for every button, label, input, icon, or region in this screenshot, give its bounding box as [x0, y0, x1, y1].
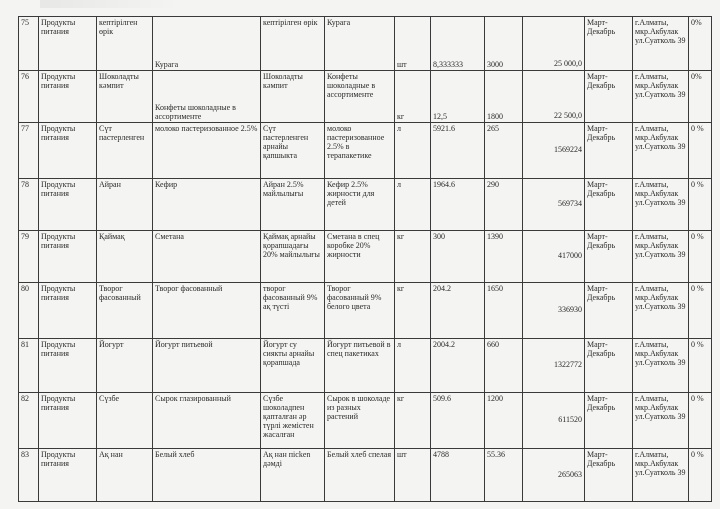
name-ru-cell: Кефир: [153, 179, 261, 231]
row-number: 79: [19, 230, 39, 282]
quantity-cell: 12,5: [431, 71, 485, 123]
quantity-cell: 1964.6: [431, 179, 485, 231]
spec-ru-cell: Курага: [325, 17, 395, 71]
advance-percent-cell: 0 %: [689, 338, 712, 392]
unit-cell: шт: [395, 449, 431, 502]
spec-kz-cell: Сүзбе шоколадпен қапталған әр түрлі жемістен жасалған: [261, 392, 325, 448]
spec-ru-cell: Сырок в шоколаде из разных растений: [325, 392, 395, 448]
price-cell: 3000: [485, 17, 523, 71]
category-cell: Продукты питания: [39, 71, 97, 123]
advance-percent-cell: 0 %: [689, 392, 712, 448]
category-cell: Продукты питания: [39, 392, 97, 448]
amount-cell: 336930: [523, 282, 585, 338]
delivery-place-cell: г.Алматы, мкр.Акбулак ул.Суатколь 39: [633, 122, 689, 178]
quantity-cell: 4788: [431, 449, 485, 502]
row-number: 75: [19, 17, 39, 71]
table-row: [19, 71, 712, 123]
table-row: [19, 17, 712, 71]
name-ru-cell: Сырок глазированный: [153, 392, 261, 448]
category-cell: Продукты питания: [39, 17, 97, 71]
unit-cell: кг: [395, 392, 431, 448]
advance-percent-cell: 0 %: [689, 122, 712, 178]
row-number: 81: [19, 338, 39, 392]
row-number: 82: [19, 392, 39, 448]
price-cell: 55.36: [485, 449, 523, 502]
delivery-place-cell: г.Алматы, мкр.Акбулак ул.Суатколь 39: [633, 338, 689, 392]
amount-cell: 569734: [523, 179, 585, 231]
table-row: [19, 449, 712, 502]
advance-percent-cell: 0 %: [689, 230, 712, 282]
amount-cell: 611520: [523, 392, 585, 448]
unit-cell: л: [395, 122, 431, 178]
price-cell: 1800: [485, 71, 523, 123]
unit-cell: кг: [395, 282, 431, 338]
spec-kz-cell: Ақ нан пісken дәмді: [261, 449, 325, 502]
category-cell: Продукты питания: [39, 449, 97, 502]
delivery-place-cell: г.Алматы, мкр.Акбулак ул.Суатколь 39: [633, 17, 689, 71]
unit-cell: шт: [395, 17, 431, 71]
amount-cell: 265063: [523, 449, 585, 502]
period-cell: Март-Декабрь: [585, 230, 633, 282]
delivery-place-cell: г.Алматы, мкр.Акбулак ул.Суатколь 39: [633, 230, 689, 282]
spec-kz-cell: Айран 2.5% майлылығы: [261, 179, 325, 231]
spec-ru-cell: Творог фасованный 9% белого цвета: [325, 282, 395, 338]
spec-kz-cell: Йогурт су сиякты арнайы қорапшада: [261, 338, 325, 392]
row-number: 78: [19, 179, 39, 231]
amount-cell: 22 500,0: [523, 71, 585, 123]
name-ru-cell: молоко пастеризованное 2.5%: [153, 122, 261, 178]
table-row: [19, 230, 712, 282]
spec-ru-cell: Йогурт питьевой в спец пакетиках: [325, 338, 395, 392]
name-kz-cell: Шоколадты кәмпит: [97, 71, 153, 123]
category-cell: Продукты питания: [39, 282, 97, 338]
period-cell: Март-Декабрь: [585, 282, 633, 338]
advance-percent-cell: 0%: [689, 71, 712, 123]
spec-kz-cell: творог фасованный 9% ақ түсті: [261, 282, 325, 338]
advance-percent-cell: 0 %: [689, 449, 712, 502]
name-ru-cell: Конфеты шоколадные в ассортименте: [153, 71, 261, 123]
unit-cell: л: [395, 179, 431, 231]
price-cell: 265: [485, 122, 523, 178]
row-number: 80: [19, 282, 39, 338]
name-kz-cell: Қаймақ: [97, 230, 153, 282]
table-row: [19, 122, 712, 178]
unit-cell: кг: [395, 71, 431, 123]
name-ru-cell: Йогурт питьевой: [153, 338, 261, 392]
price-cell: 1650: [485, 282, 523, 338]
category-cell: Продукты питания: [39, 122, 97, 178]
price-cell: 1200: [485, 392, 523, 448]
spec-kz-cell: Сүт пастерленген арнайы қапшыкта: [261, 122, 325, 178]
name-ru-cell: Творог фасованный: [153, 282, 261, 338]
category-cell: Продукты питания: [39, 338, 97, 392]
period-cell: Март-Декабрь: [585, 449, 633, 502]
name-kz-cell: Сүзбе: [97, 392, 153, 448]
price-cell: 660: [485, 338, 523, 392]
table-row: [19, 179, 712, 231]
name-kz-cell: Сүт пастерленген: [97, 122, 153, 178]
advance-percent-cell: 0 %: [689, 179, 712, 231]
delivery-place-cell: г.Алматы, мкр.Акбулак ул.Суатколь 39: [633, 449, 689, 502]
row-number: 83: [19, 449, 39, 502]
unit-cell: кг: [395, 230, 431, 282]
amount-cell: 25 000,0: [523, 17, 585, 71]
delivery-place-cell: г.Алматы, мкр.Акбулак ул.Суатколь 39: [633, 179, 689, 231]
name-kz-cell: Йогурт: [97, 338, 153, 392]
period-cell: Март-Декабрь: [585, 338, 633, 392]
price-cell: 290: [485, 179, 523, 231]
period-cell: Март-Декабрь: [585, 71, 633, 123]
delivery-place-cell: г.Алматы, мкр.Акбулак ул.Суатколь 39: [633, 71, 689, 123]
unit-cell: л: [395, 338, 431, 392]
spec-kz-cell: кептірілген өрік: [261, 17, 325, 71]
name-kz-cell: Творог фасованный: [97, 282, 153, 338]
quantity-cell: 204.2: [431, 282, 485, 338]
quantity-cell: 509.6: [431, 392, 485, 448]
category-cell: Продукты питания: [39, 179, 97, 231]
delivery-place-cell: г.Алматы, мкр.Акбулак ул.Суатколь 39: [633, 282, 689, 338]
quantity-cell: 2004.2: [431, 338, 485, 392]
period-cell: Март-Декабрь: [585, 17, 633, 71]
amount-cell: 1322772: [523, 338, 585, 392]
name-ru-cell: Курага: [153, 17, 261, 71]
spec-kz-cell: Шоколадты кәмпит: [261, 71, 325, 123]
quantity-cell: 300: [431, 230, 485, 282]
period-cell: Март-Декабрь: [585, 392, 633, 448]
name-ru-cell: Белый хлеб: [153, 449, 261, 502]
advance-percent-cell: 0%: [689, 17, 712, 71]
spec-kz-cell: Қаймақ арнайы қорапшадағы 20% майлылығы: [261, 230, 325, 282]
spec-ru-cell: Конфеты шоколадные в ассортименте: [325, 71, 395, 123]
price-cell: 1390: [485, 230, 523, 282]
name-ru-cell: Сметана: [153, 230, 261, 282]
quantity-cell: 8,333333: [431, 17, 485, 71]
name-kz-cell: Айран: [97, 179, 153, 231]
row-number: 77: [19, 122, 39, 178]
name-kz-cell: кептірілген өрік: [97, 17, 153, 71]
table-row: [19, 392, 712, 448]
name-kz-cell: Ақ нан: [97, 449, 153, 502]
amount-cell: 1569224: [523, 122, 585, 178]
delivery-place-cell: г.Алматы, мкр.Акбулак ул.Суатколь 39: [633, 392, 689, 448]
spec-ru-cell: Белый хлеб спелая: [325, 449, 395, 502]
spec-ru-cell: молоко пастеризованное 2.5% в терапакетике: [325, 122, 395, 178]
row-number: 76: [19, 71, 39, 123]
period-cell: Март-Декабрь: [585, 179, 633, 231]
table-row: [19, 282, 712, 338]
category-cell: Продукты питания: [39, 230, 97, 282]
period-cell: Март-Декабрь: [585, 122, 633, 178]
table-row: [19, 338, 712, 392]
spec-ru-cell: Сметана в спец коробке 20% жирности: [325, 230, 395, 282]
amount-cell: 417000: [523, 230, 585, 282]
quantity-cell: 5921.6: [431, 122, 485, 178]
procurement-table: [18, 16, 712, 502]
spec-ru-cell: Кефир 2.5% жирности для детей: [325, 179, 395, 231]
advance-percent-cell: 0 %: [689, 282, 712, 338]
top-smudge: [40, 0, 180, 8]
